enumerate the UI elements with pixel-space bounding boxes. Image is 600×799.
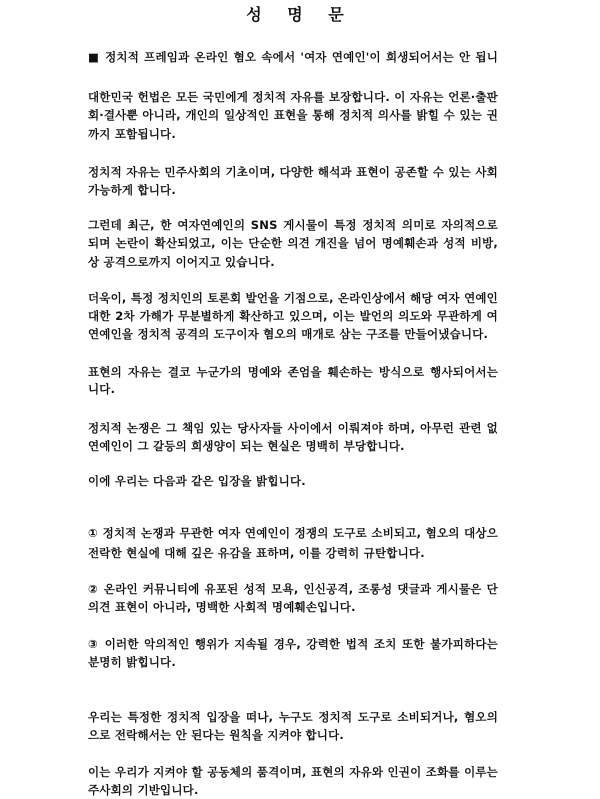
text-line: 분명히 밝힙니다.: [88, 655, 176, 669]
text-line: 정치적 자유는 민주사회의 기초이며, 다양한 해석과 표현이 공존할 수 있는 사회: [88, 165, 498, 179]
text-line: 우리는 특정한 정치적 입장을 떠나, 누구도 정치적 도구로 소비되거나, 혐오의: [88, 710, 498, 724]
headline: ■ 정치적 프레임과 온라인 혐오 속에서 '여자 연예인'이 희생되어서는 안 됩니: [88, 50, 498, 64]
text-line: 그런데 최근, 한 여자연예인의 SNS 게시물이 특정 정치적 의미로 자의적으로: [88, 218, 498, 232]
text-line: 더욱이, 특정 정치인의 토론회 발언을 기점으로, 온라인상에서 해당 여자 연예인: [88, 291, 498, 305]
text-line: 의견 표현이 아니라, 명백한 사회적 명예훼손입니다.: [88, 600, 356, 614]
text-line: 대한 2차 가해가 무분별하게 확산하고 있으며, 이는 발언의 의도와 무관하게 여: [88, 309, 498, 323]
text-line: 정치적 논쟁은 그 책임 있는 당사자들 사이에서 이뤄져야 하며, 아무런 관련 없: [88, 421, 498, 435]
text-line: ② 온라인 커뮤니티에 유포된 성적 모욕, 인신공격, 조롱성 댓글과 게시물은 단: [88, 582, 498, 596]
text-line: 으로 전락해서는 안 된다는 원칙을 지켜야 합니다.: [88, 728, 344, 742]
text-line: 상 공격으로까지 이어지고 있습니다.: [88, 255, 275, 269]
text-line: ③ 이러한 악의적인 행위가 지속될 경우, 강력한 법적 조치 또한 불가피하다는: [88, 637, 498, 651]
text-line: 까지 포함됩니다.: [88, 127, 176, 141]
text-line: 회·결사뿐 아니라, 개인의 일상적인 표현을 통해 정치적 의사를 밝힐 수 있는 권: [88, 108, 498, 122]
text-line: 연예인을 정치적 공격의 도구이자 혐오의 매개로 삼는 구조를 만들어냈습니다.: [88, 327, 489, 341]
text-line: 이는 우리가 지켜야 할 공동체의 품격이며, 표현의 자유와 인권이 조화를 이루는: [88, 765, 498, 779]
text-line: 되며 논란이 확산되었고, 이는 단순한 의견 개진을 넘어 명예훼손과 성적 비방,: [88, 236, 498, 250]
text-line: 이에 우리는 다음과 같은 입장을 밝힙니다.: [88, 474, 306, 488]
text-line: 표현의 자유는 결코 누군가의 명예와 존엄을 훼손하는 방식으로 행사되어서는: [88, 365, 498, 379]
text-line: 연예인이 그 갈등의 희생양이 되는 현실은 명백히 부당합니다.: [88, 439, 405, 453]
text-line: 대한민국 헌법은 모든 국민에게 정치적 자유를 보장합니다. 이 자유는 언론·출판: [88, 90, 498, 104]
text-line: 전락한 현실에 대해 깊은 유감을 표하며, 이를 강력히 규탄합니다.: [88, 546, 425, 560]
text-line: ① 정치적 논쟁과 무관한 여자 연예인이 정쟁의 도구로 소비되고, 혐오의 대상으: [88, 526, 498, 540]
document-title: 성 명 문: [246, 5, 354, 24]
text-line: 니다.: [88, 382, 116, 396]
text-line: 가능하게 합니다.: [88, 183, 176, 197]
text-line: 주사회의 기반입니다.: [88, 783, 199, 797]
